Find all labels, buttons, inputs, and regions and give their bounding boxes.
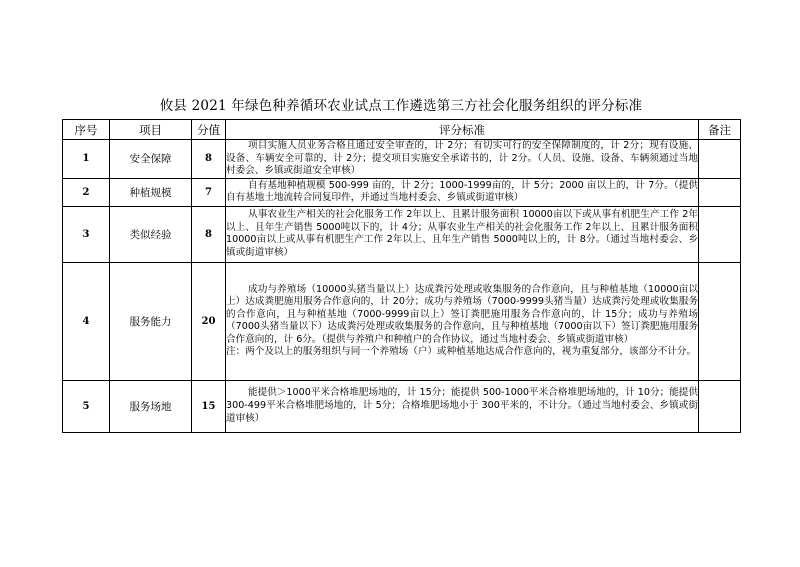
table-row (63, 380, 741, 432)
row-note (699, 380, 741, 432)
header-score: 分值 (192, 120, 226, 140)
row-index: 1 (63, 140, 110, 179)
criteria-text: 能提供＞1000平米合格堆肥场地的，计 15分；能提供 500-1000平米合格堆肥场地的，计 10分；能提供 300-499平米合格堆肥场地的，计 5分；合格堆肥场地小于 300平米的，不计分。（通过当地村委会、乡镇或街道审核） (226, 387, 698, 424)
header-note: 备注 (699, 120, 741, 140)
row-item: 服务能力 (110, 262, 192, 380)
row-score: 8 (192, 206, 226, 262)
header-item: 项目 (110, 120, 192, 140)
row-item: 类似经验 (110, 206, 192, 262)
row-criteria (226, 262, 699, 380)
scoring-table (62, 119, 741, 433)
row-note (699, 262, 741, 380)
row-item: 种植规模 (110, 178, 192, 206)
row-criteria (226, 380, 699, 432)
criteria-text: 项目实施人员业务合格且通过安全审查的，计 2分；有切实可行的安全保障制度的，计 2分；现有设施、设备、车辆安全可靠的，计 2分；提交项目实施安全承诺书的，计 2分。（人员、设施、设备、车辆须通过当地村委会、乡镇或街道安全审核） (226, 140, 698, 177)
row-note (699, 140, 741, 179)
row-note (699, 206, 741, 262)
table-row (63, 140, 741, 179)
criteria-text: 自有基地种植规模 500-999 亩的，计 2分；1000-1999亩的，计 5分；2000 亩以上的，计 7分。（提供自有基地土地流转合同复印件，并通过当地村委会、乡镇或街道审核） (226, 179, 698, 204)
table-row (63, 178, 741, 206)
criteria-text: 从事农业生产相关的社会化服务工作 2年以上、且累计服务面积 10000亩以下或从事有机肥生产工作 2年以上、且年生产销售 5000吨以下的，计 4分；从事农业生产相关的社会化服务工作 2年以上、且累计服务面积 10000亩以上或从事有机肥生产工作 2年以上、且年生产销售 5000吨以上的，计 8分。（通过当地村委会、乡镇或街道审核） (226, 209, 698, 258)
row-index: 5 (63, 380, 110, 432)
row-score: 8 (192, 140, 226, 179)
row-index: 2 (63, 178, 110, 206)
table-row (63, 206, 741, 262)
row-index: 4 (63, 262, 110, 380)
row-note (699, 178, 741, 206)
header-criteria: 评分标准 (226, 120, 699, 140)
row-index: 3 (63, 206, 110, 262)
row-score: 7 (192, 178, 226, 206)
row-criteria (226, 206, 699, 262)
criteria-text: 成功与养殖场（10000头猪当量以上）达成粪污处理或收集服务的合作意向，且与种植基地（10000亩以上）达成粪肥施用服务合作意向的，计 20分；成功与养殖场（7000-9999头猪当量）达成粪污处理或收集服务的合作意向，且与种植基地（7000-9999亩以上）签订粪肥施用服务合作意向的，计 15分；成功与养殖场（7000头猪当量以下）达成粪污处理或收集服务的合作意向，且与种植基地（7000亩以下）签订粪肥施用服务合作意向的，计 6分。（提供与养殖户和种植户的合作协议，通过当地村委会、乡镇或街道审核） (226, 283, 698, 345)
header-index: 序号 (63, 120, 110, 140)
table-header-row (63, 120, 741, 140)
row-score: 20 (192, 262, 226, 380)
row-criteria (226, 178, 699, 206)
criteria-note-text: 注：两个及以上的服务组织与同一个养殖场（户）或种植基地达成合作意向的，视为重复部分，该部分不计分。 (226, 346, 697, 358)
row-item: 安全保障 (110, 140, 192, 179)
table-row (63, 262, 741, 380)
row-item: 服务场地 (110, 380, 192, 432)
row-criteria (226, 140, 699, 179)
page-title: 攸县 2021 年绿色种养循环农业试点工作遴选第三方社会化服务组织的评分标准 (159, 98, 643, 114)
row-score: 15 (192, 380, 226, 432)
